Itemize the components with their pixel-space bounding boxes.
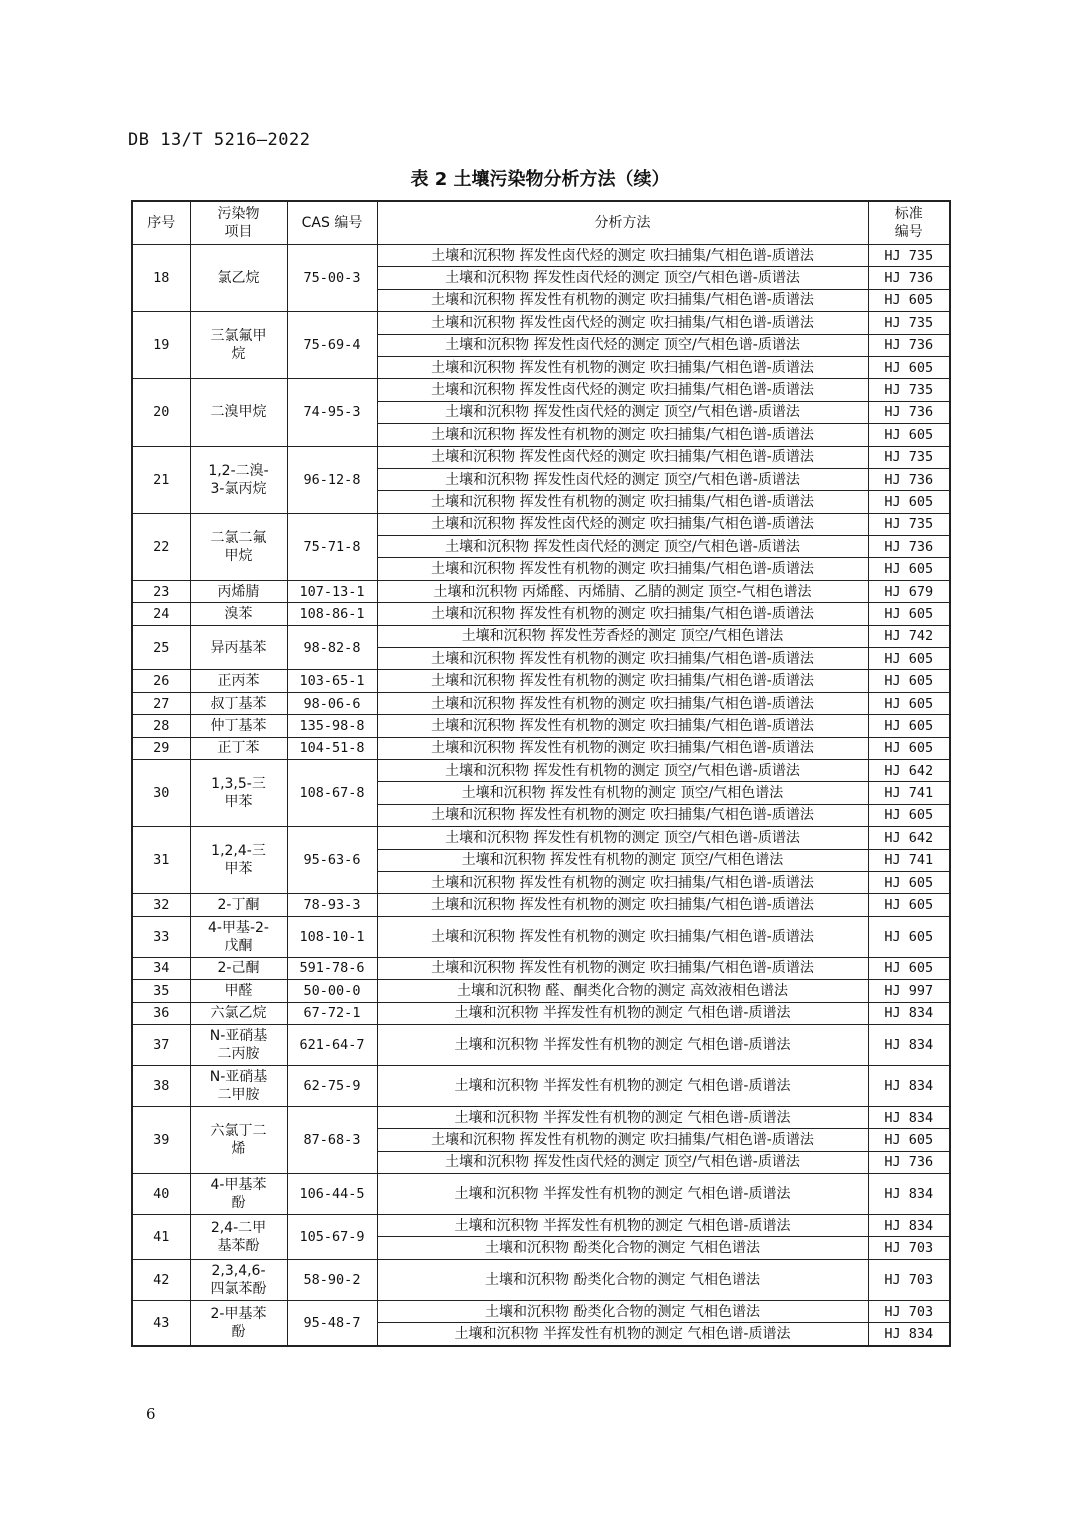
standard-code: HJ 605 [868, 692, 950, 714]
table-row [132, 692, 950, 714]
table-row [132, 980, 950, 1002]
header-cas: CAS 编号 [287, 201, 377, 245]
analysis-method: 土壤和沉积物 挥发性有机物的测定 顶空/气相色谱法 [377, 782, 868, 804]
cas-number: 106-44-5 [287, 1174, 377, 1215]
cas-number: 87-68-3 [287, 1106, 377, 1173]
row-number: 29 [132, 737, 190, 759]
cas-number: 67-72-1 [287, 1002, 377, 1024]
cas-number: 621-64-7 [287, 1024, 377, 1065]
analysis-method: 土壤和沉积物 酚类化合物的测定 气相色谱法 [377, 1259, 868, 1300]
cas-number: 104-51-8 [287, 737, 377, 759]
standard-code: HJ 605 [868, 670, 950, 692]
standard-code: HJ 735 [868, 446, 950, 468]
pollutant-name: 叔丁基苯 [190, 692, 287, 714]
table-row [132, 1106, 950, 1128]
document-code: DB 13/T 5216—2022 [128, 130, 311, 150]
analysis-method: 土壤和沉积物 挥发性芳香烃的测定 顶空/气相色谱法 [377, 625, 868, 647]
cas-number: 62-75-9 [287, 1065, 377, 1106]
row-number: 35 [132, 980, 190, 1002]
cas-number: 78-93-3 [287, 894, 377, 916]
analysis-method: 土壤和沉积物 挥发性有机物的测定 吹扫捕集/气相色谱-质谱法 [377, 289, 868, 311]
pollutant-name: 2-己酮 [190, 957, 287, 979]
cas-number: 103-65-1 [287, 670, 377, 692]
analysis-method: 土壤和沉积物 挥发性卤代烃的测定 顶空/气相色谱-质谱法 [377, 536, 868, 558]
header-item: 污染物 项目 [190, 201, 287, 245]
standard-code: HJ 736 [868, 267, 950, 289]
cas-number: 75-69-4 [287, 312, 377, 379]
analysis-method: 土壤和沉积物 挥发性有机物的测定 吹扫捕集/气相色谱-质谱法 [377, 804, 868, 826]
standard-code: HJ 997 [868, 980, 950, 1002]
cas-number: 135-98-8 [287, 715, 377, 737]
standard-code: HJ 735 [868, 379, 950, 401]
standard-code: HJ 605 [868, 491, 950, 513]
analysis-method: 土壤和沉积物 半挥发性有机物的测定 气相色谱-质谱法 [377, 1174, 868, 1215]
table-row [132, 1259, 950, 1300]
pollutant-name: 异丙基苯 [190, 625, 287, 670]
pollutant-name: 仲丁基苯 [190, 715, 287, 737]
analysis-method: 土壤和沉积物 挥发性有机物的测定 吹扫捕集/气相色谱-质谱法 [377, 715, 868, 737]
row-number: 26 [132, 670, 190, 692]
row-number: 32 [132, 894, 190, 916]
standard-code: HJ 736 [868, 1151, 950, 1173]
row-number: 30 [132, 759, 190, 826]
table-row [132, 513, 950, 535]
cas-number: 75-00-3 [287, 245, 377, 312]
pollutant-name: 六氯乙烷 [190, 1002, 287, 1024]
table-row [132, 1002, 950, 1024]
analysis-method: 土壤和沉积物 挥发性卤代烃的测定 顶空/气相色谱-质谱法 [377, 401, 868, 423]
table-row [132, 312, 950, 334]
row-number: 37 [132, 1024, 190, 1065]
cas-number: 95-48-7 [287, 1300, 377, 1345]
standard-code: HJ 703 [868, 1300, 950, 1322]
standard-code: HJ 834 [868, 1174, 950, 1215]
analysis-method: 土壤和沉积物 挥发性有机物的测定 吹扫捕集/气相色谱-质谱法 [377, 670, 868, 692]
analysis-method: 土壤和沉积物 挥发性卤代烃的测定 顶空/气相色谱-质谱法 [377, 267, 868, 289]
table-row [132, 603, 950, 625]
table-row [132, 957, 950, 979]
analysis-method: 土壤和沉积物 半挥发性有机物的测定 气相色谱-质谱法 [377, 1065, 868, 1106]
standard-code: HJ 742 [868, 625, 950, 647]
table-row [132, 737, 950, 759]
pollutant-name: 正丙苯 [190, 670, 287, 692]
table-row [132, 379, 950, 401]
table-row [132, 715, 950, 737]
standard-code: HJ 605 [868, 916, 950, 957]
pollutant-name: 二氯二氟 甲烷 [190, 513, 287, 580]
analysis-method: 土壤和沉积物 挥发性有机物的测定 吹扫捕集/气相色谱-质谱法 [377, 648, 868, 670]
pollutant-name: 4-甲基-2- 戊酮 [190, 916, 287, 957]
cas-number: 74-95-3 [287, 379, 377, 446]
standard-code: HJ 605 [868, 356, 950, 378]
table-row [132, 916, 950, 957]
standard-code: HJ 834 [868, 1024, 950, 1065]
analysis-method: 土壤和沉积物 挥发性有机物的测定 顶空/气相色谱-质谱法 [377, 759, 868, 781]
analysis-method: 土壤和沉积物 半挥发性有机物的测定 气相色谱-质谱法 [377, 1024, 868, 1065]
standard-code: HJ 735 [868, 513, 950, 535]
standard-code: HJ 735 [868, 312, 950, 334]
analysis-method: 土壤和沉积物 挥发性有机物的测定 吹扫捕集/气相色谱-质谱法 [377, 957, 868, 979]
standard-code: HJ 605 [868, 289, 950, 311]
cas-number: 107-13-1 [287, 580, 377, 602]
pollutant-name: 二溴甲烷 [190, 379, 287, 446]
cas-number: 98-82-8 [287, 625, 377, 670]
analysis-method: 土壤和沉积物 挥发性卤代烃的测定 顶空/气相色谱-质谱法 [377, 468, 868, 490]
standard-code: HJ 605 [868, 715, 950, 737]
analysis-method: 土壤和沉积物 挥发性卤代烃的测定 吹扫捕集/气相色谱-质谱法 [377, 312, 868, 334]
table-row [132, 446, 950, 468]
row-number: 36 [132, 1002, 190, 1024]
standard-code: HJ 642 [868, 759, 950, 781]
analysis-method: 土壤和沉积物 挥发性有机物的测定 吹扫捕集/气相色谱-质谱法 [377, 558, 868, 580]
analysis-method: 土壤和沉积物 半挥发性有机物的测定 气相色谱-质谱法 [377, 1215, 868, 1237]
standard-code: HJ 605 [868, 804, 950, 826]
table-title: 表 2 土壤污染物分析方法（续） [410, 169, 670, 190]
standard-code: HJ 834 [868, 1106, 950, 1128]
pollutant-name: 甲醛 [190, 980, 287, 1002]
pollutant-name: 1,3,5-三 甲苯 [190, 759, 287, 826]
row-number: 25 [132, 625, 190, 670]
row-number: 39 [132, 1106, 190, 1173]
row-number: 38 [132, 1065, 190, 1106]
standard-code: HJ 741 [868, 782, 950, 804]
standard-code: HJ 736 [868, 401, 950, 423]
pollutant-name: 2-丁酮 [190, 894, 287, 916]
cas-number: 108-67-8 [287, 759, 377, 826]
analysis-method: 土壤和沉积物 半挥发性有机物的测定 气相色谱-质谱法 [377, 1323, 868, 1346]
standard-code: HJ 642 [868, 827, 950, 849]
analysis-method: 土壤和沉积物 挥发性有机物的测定 吹扫捕集/气相色谱-质谱法 [377, 737, 868, 759]
analysis-method: 土壤和沉积物 挥发性有机物的测定 吹扫捕集/气相色谱-质谱法 [377, 692, 868, 714]
analysis-method: 土壤和沉积物 挥发性卤代烃的测定 吹扫捕集/气相色谱-质谱法 [377, 513, 868, 535]
row-number: 42 [132, 1259, 190, 1300]
row-number: 28 [132, 715, 190, 737]
standard-code: HJ 605 [868, 648, 950, 670]
row-number: 22 [132, 513, 190, 580]
analysis-method: 土壤和沉积物 挥发性有机物的测定 顶空/气相色谱-质谱法 [377, 827, 868, 849]
analysis-method: 土壤和沉积物 醛、酮类化合物的测定 高效液相色谱法 [377, 980, 868, 1002]
cas-number: 105-67-9 [287, 1215, 377, 1260]
cas-number: 75-71-8 [287, 513, 377, 580]
cas-number: 108-10-1 [287, 916, 377, 957]
table-body [132, 245, 950, 1346]
standard-code: HJ 605 [868, 424, 950, 446]
row-number: 20 [132, 379, 190, 446]
analysis-method: 土壤和沉积物 挥发性有机物的测定 吹扫捕集/气相色谱-质谱法 [377, 424, 868, 446]
table-row [132, 1215, 950, 1237]
row-number: 40 [132, 1174, 190, 1215]
table-row [132, 580, 950, 602]
analysis-method: 土壤和沉积物 挥发性卤代烃的测定 顶空/气相色谱-质谱法 [377, 334, 868, 356]
analysis-method: 土壤和沉积物 挥发性有机物的测定 吹扫捕集/气相色谱-质谱法 [377, 491, 868, 513]
row-number: 34 [132, 957, 190, 979]
header-no: 序号 [132, 201, 190, 245]
standard-code: HJ 834 [868, 1215, 950, 1237]
analysis-method: 土壤和沉积物 挥发性有机物的测定 吹扫捕集/气相色谱-质谱法 [377, 1129, 868, 1151]
analysis-method: 土壤和沉积物 半挥发性有机物的测定 气相色谱-质谱法 [377, 1002, 868, 1024]
pollutant-name: 1,2,4-三 甲苯 [190, 827, 287, 894]
analysis-method: 土壤和沉积物 半挥发性有机物的测定 气相色谱-质谱法 [377, 1106, 868, 1128]
cas-number: 96-12-8 [287, 446, 377, 513]
standard-code: HJ 834 [868, 1065, 950, 1106]
analysis-method: 土壤和沉积物 挥发性有机物的测定 吹扫捕集/气相色谱-质谱法 [377, 356, 868, 378]
pollutant-name: 4-甲基苯 酚 [190, 1174, 287, 1215]
row-number: 19 [132, 312, 190, 379]
pollutant-name: 丙烯腈 [190, 580, 287, 602]
table-row [132, 1174, 950, 1215]
standard-code: HJ 605 [868, 558, 950, 580]
analysis-method: 土壤和沉积物 丙烯醛、丙烯腈、乙腈的测定 顶空-气相色谱法 [377, 580, 868, 602]
table-row [132, 759, 950, 781]
row-number: 24 [132, 603, 190, 625]
standard-code: HJ 605 [868, 603, 950, 625]
analysis-method: 土壤和沉积物 挥发性有机物的测定 吹扫捕集/气相色谱-质谱法 [377, 916, 868, 957]
cas-number: 58-90-2 [287, 1259, 377, 1300]
analysis-method: 土壤和沉积物 挥发性卤代烃的测定 吹扫捕集/气相色谱-质谱法 [377, 245, 868, 267]
cas-number: 98-06-6 [287, 692, 377, 714]
table-row [132, 625, 950, 647]
analysis-method: 土壤和沉积物 挥发性卤代烃的测定 吹扫捕集/气相色谱-质谱法 [377, 379, 868, 401]
standard-code: HJ 605 [868, 894, 950, 916]
pollutant-name: N-亚硝基 二甲胺 [190, 1065, 287, 1106]
cas-number: 50-00-0 [287, 980, 377, 1002]
pollutant-name: 正丁苯 [190, 737, 287, 759]
standard-code: HJ 735 [868, 245, 950, 267]
table-row [132, 1065, 950, 1106]
header-method: 分析方法 [377, 201, 868, 245]
row-number: 27 [132, 692, 190, 714]
table-row [132, 670, 950, 692]
analysis-method: 土壤和沉积物 酚类化合物的测定 气相色谱法 [377, 1237, 868, 1259]
analysis-methods-table [131, 200, 951, 1347]
analysis-method: 土壤和沉积物 酚类化合物的测定 气相色谱法 [377, 1300, 868, 1322]
standard-code: HJ 703 [868, 1237, 950, 1259]
standard-code: HJ 605 [868, 1129, 950, 1151]
standard-code: HJ 605 [868, 871, 950, 893]
row-number: 21 [132, 446, 190, 513]
pollutant-name: 氯乙烷 [190, 245, 287, 312]
standard-code: HJ 736 [868, 468, 950, 490]
standard-code: HJ 834 [868, 1002, 950, 1024]
table-row [132, 245, 950, 267]
pollutant-name: 2,4-二甲 基苯酚 [190, 1215, 287, 1260]
analysis-method: 土壤和沉积物 挥发性卤代烃的测定 顶空/气相色谱-质谱法 [377, 1151, 868, 1173]
table-row [132, 827, 950, 849]
standard-code: HJ 679 [868, 580, 950, 602]
standard-code: HJ 605 [868, 737, 950, 759]
analysis-method: 土壤和沉积物 挥发性有机物的测定 吹扫捕集/气相色谱-质谱法 [377, 871, 868, 893]
row-number: 18 [132, 245, 190, 312]
row-number: 23 [132, 580, 190, 602]
pollutant-name: 1,2-二溴- 3-氯丙烷 [190, 446, 287, 513]
standard-code: HJ 736 [868, 536, 950, 558]
cas-number: 95-63-6 [287, 827, 377, 894]
row-number: 41 [132, 1215, 190, 1260]
analysis-method: 土壤和沉积物 挥发性有机物的测定 吹扫捕集/气相色谱-质谱法 [377, 894, 868, 916]
cas-number: 591-78-6 [287, 957, 377, 979]
pollutant-name: 2,3,4,6- 四氯苯酚 [190, 1259, 287, 1300]
analysis-method: 土壤和沉积物 挥发性卤代烃的测定 吹扫捕集/气相色谱-质谱法 [377, 446, 868, 468]
pollutant-name: 六氯丁二 烯 [190, 1106, 287, 1173]
page-number: 6 [146, 1405, 156, 1423]
analysis-method: 土壤和沉积物 挥发性有机物的测定 吹扫捕集/气相色谱-质谱法 [377, 603, 868, 625]
standard-code: HJ 703 [868, 1259, 950, 1300]
pollutant-name: 2-甲基苯 酚 [190, 1300, 287, 1345]
pollutant-name: N-亚硝基 二丙胺 [190, 1024, 287, 1065]
analysis-method: 土壤和沉积物 挥发性有机物的测定 顶空/气相色谱法 [377, 849, 868, 871]
row-number: 33 [132, 916, 190, 957]
row-number: 31 [132, 827, 190, 894]
standard-code: HJ 736 [868, 334, 950, 356]
header-standard: 标准 编号 [868, 201, 950, 245]
standard-code: HJ 834 [868, 1323, 950, 1346]
row-number: 43 [132, 1300, 190, 1345]
table-row [132, 894, 950, 916]
standard-code: HJ 741 [868, 849, 950, 871]
table-row [132, 1300, 950, 1322]
cas-number: 108-86-1 [287, 603, 377, 625]
table-header-row [132, 201, 950, 245]
pollutant-name: 三氯氟甲 烷 [190, 312, 287, 379]
standard-code: HJ 605 [868, 957, 950, 979]
table-row [132, 1024, 950, 1065]
pollutant-name: 溴苯 [190, 603, 287, 625]
